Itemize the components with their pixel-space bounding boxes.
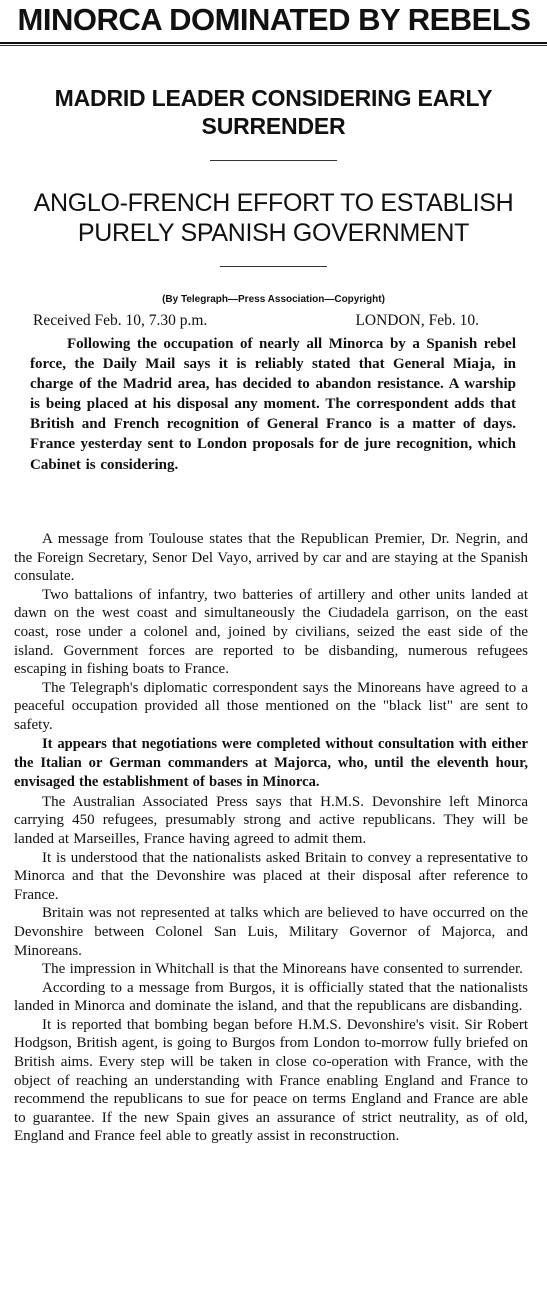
article-paragraph: Two battalions of infantry, two batteries of artillery and other units landed at dawn on the west coast and simultaneously the Ciudadela garrison, on the east coast, rose under a colonel and, joined by civilians, seized the east side of the island. Government forces are reported to be disbanding, numerous refugees escaping in fishing boats to France. — [14, 586, 528, 678]
wire-credit: (By Telegraph—Press Association—Copyright) — [162, 294, 385, 305]
article-paragraph: It is reported that bombing began before H.M.S. Devonshire's visit. Sir Robert Hodgson, British agent, is going to Burgos from London to-morrow fully briefed on British aims. Every step will be taken in close co-operation with France, with the object of reaching an understanding with France enabling England and France to recommend the republicans to sue for peace on terms England and France are able to guarantee. If the new Spain gives an assurance of strict neutrality, as of old, England and France feel able to greatly assist in reconstruction. — [14, 1016, 528, 1145]
article-paragraph: The Australian Associated Press says that H.M.S. Devonshire left Minorca carrying 450 refugees, presumably strong and active republicans. They will be landed at Marseilles, France having agreed to admit them. — [14, 793, 528, 847]
article-paragraph: Britain was not represented at talks which are believed to have occurred on the Devonshire between Colonel San Luis, Military Governor of Majorca, and Minoreans. — [14, 905, 528, 959]
lead-paragraph-block — [30, 334, 516, 475]
article-paragraph: It is understood that the nationalists asked Britain to convey a representative to Minorca and that the Devonshire was placed at their disposal after reference to France. — [14, 849, 528, 903]
headline-main: MINORCA DOMINATED BY REBELS — [17, 2, 531, 37]
article-paragraph: A message from Toulouse states that the Republican Premier, Dr. Negrin, and the Foreign Secretary, Senor Del Vayo, arrived by car and are staying at the Spanish consulate. — [14, 531, 528, 585]
article-body — [14, 530, 528, 1146]
headline-divider-2 — [220, 266, 327, 267]
dateline-place: LONDON, Feb. 10. — [355, 312, 479, 329]
article-paragraph-bold: It appears that negotiations were completed without consultation with either the Italian or German commanders at Majorca, who, until the eleventh hour, envisaged the establishment of bases in Minorca. — [14, 735, 528, 791]
headline-rule-top-thin — [0, 45, 547, 46]
article-paragraph: The impression in Whitchall is that the Minoreans have consented to surrender. — [42, 961, 523, 978]
headline-rule-top — [0, 42, 547, 44]
article-paragraph: According to a message from Burgos, it is officially stated that the nationalists landed in Minorca and dominate the island, and that the republicans are disbanding. — [14, 979, 528, 1015]
headline-divider-1 — [210, 160, 337, 161]
dateline — [33, 311, 503, 331]
lead-paragraph: Following the occupation of nearly all Minorca by a Spanish rebel force, the Daily Mail says it is reliably stated that General Miaja, in charge of the Madrid area, has decided to abandon resistance. A warship is being placed at his disposal any moment. The correspondent adds that British and French recognition of General Franco is a matter of days. France yesterday sent to London proposals for de jure recognition, which Cabinet is considering. — [30, 336, 516, 473]
article-paragraph: The Telegraph's diplomatic correspondent says the Minoreans have agreed to a peaceful occupation provided all those mentioned on the "black list" are sent to safety. — [14, 679, 528, 733]
headline-third: ANGLO-FRENCH EFFORT TO ESTABLISH PURELY SPANISH GOVERNMENT — [33, 189, 514, 247]
dateline-received: Received Feb. 10, 7.30 p.m. — [33, 312, 208, 329]
headline-second: MADRID LEADER CONSIDERING EARLY SURRENDER — [54, 85, 493, 139]
